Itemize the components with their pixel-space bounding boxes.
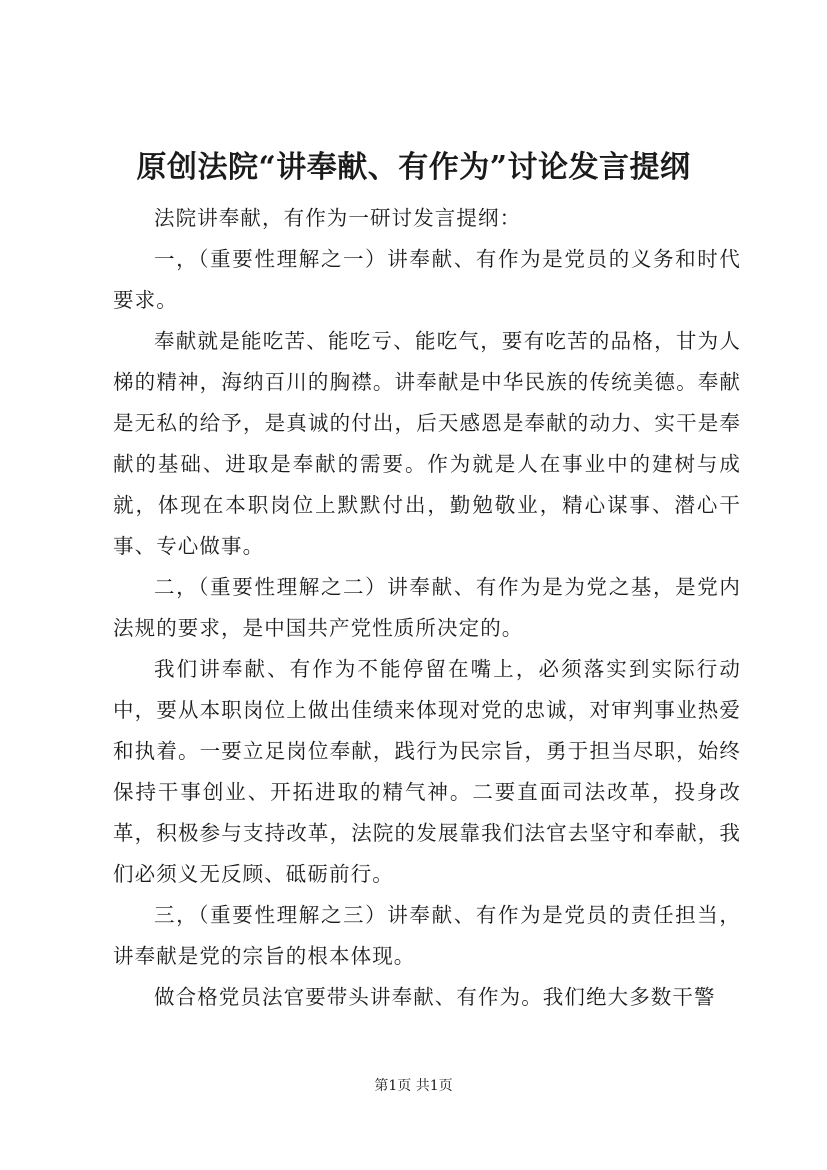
paragraph-point-one: 一，（重要性理解之一）讲奉献、有作为是党员的义务和时代要求。 [113,247,741,312]
document-body [113,198,741,1018]
paragraph-intro: 法院讲奉献，有作为一研讨发言提纲： [154,206,522,230]
paragraph-point-two: 二，（重要性理解之二）讲奉献、有作为是为党之基，是党内法规的要求，是中国共产党性质所决定的。 [113,575,741,640]
paragraph-dedication-definition: 奉献就是能吃苦、能吃亏、能吃气，要有吃苦的品格，甘为人梯的精神，海纳百川的胸襟。讲奉献是中华民族的传统美德。奉献是无私的给予，是真诚的付出，后天感恩是奉献的动力、实干是奉献的基础、进取是奉献的需要。作为就是人在事业中的建树与成就，体现在本职岗位上默默付出，勤勉敬业，精心谋事、潜心干事、专心做事。 [113,329,741,558]
paragraph-qualified-member: 做合格党员法官要带头讲奉献、有作为。我们绝大多数干警 [154,985,716,1009]
paragraph-point-three: 三，（重要性理解之三）讲奉献、有作为是党员的责任担当，讲奉献是党的宗旨的根本体现。 [113,903,741,968]
paragraph-action: 我们讲奉献、有作为不能停留在嘴上，必须落实到实际行动中，要从本职岗位上做出佳绩来体现对党的忠诚，对审判事业热爱和执着。一要立足岗位奉献，践行为民宗旨，勇于担当尽职，始终保持干事创业、开拓进取的精气神。二要直面司法改革，投身改革，积极参与支持改革，法院的发展靠我们法官去坚守和奉献，我们必须义无反顾、砥砺前行。 [113,657,741,886]
page-footer: 第1页 共1页 [374,1078,453,1094]
document-title: 原创法院“讲奉献、有作为”讨论发言提纲 [136,150,691,185]
